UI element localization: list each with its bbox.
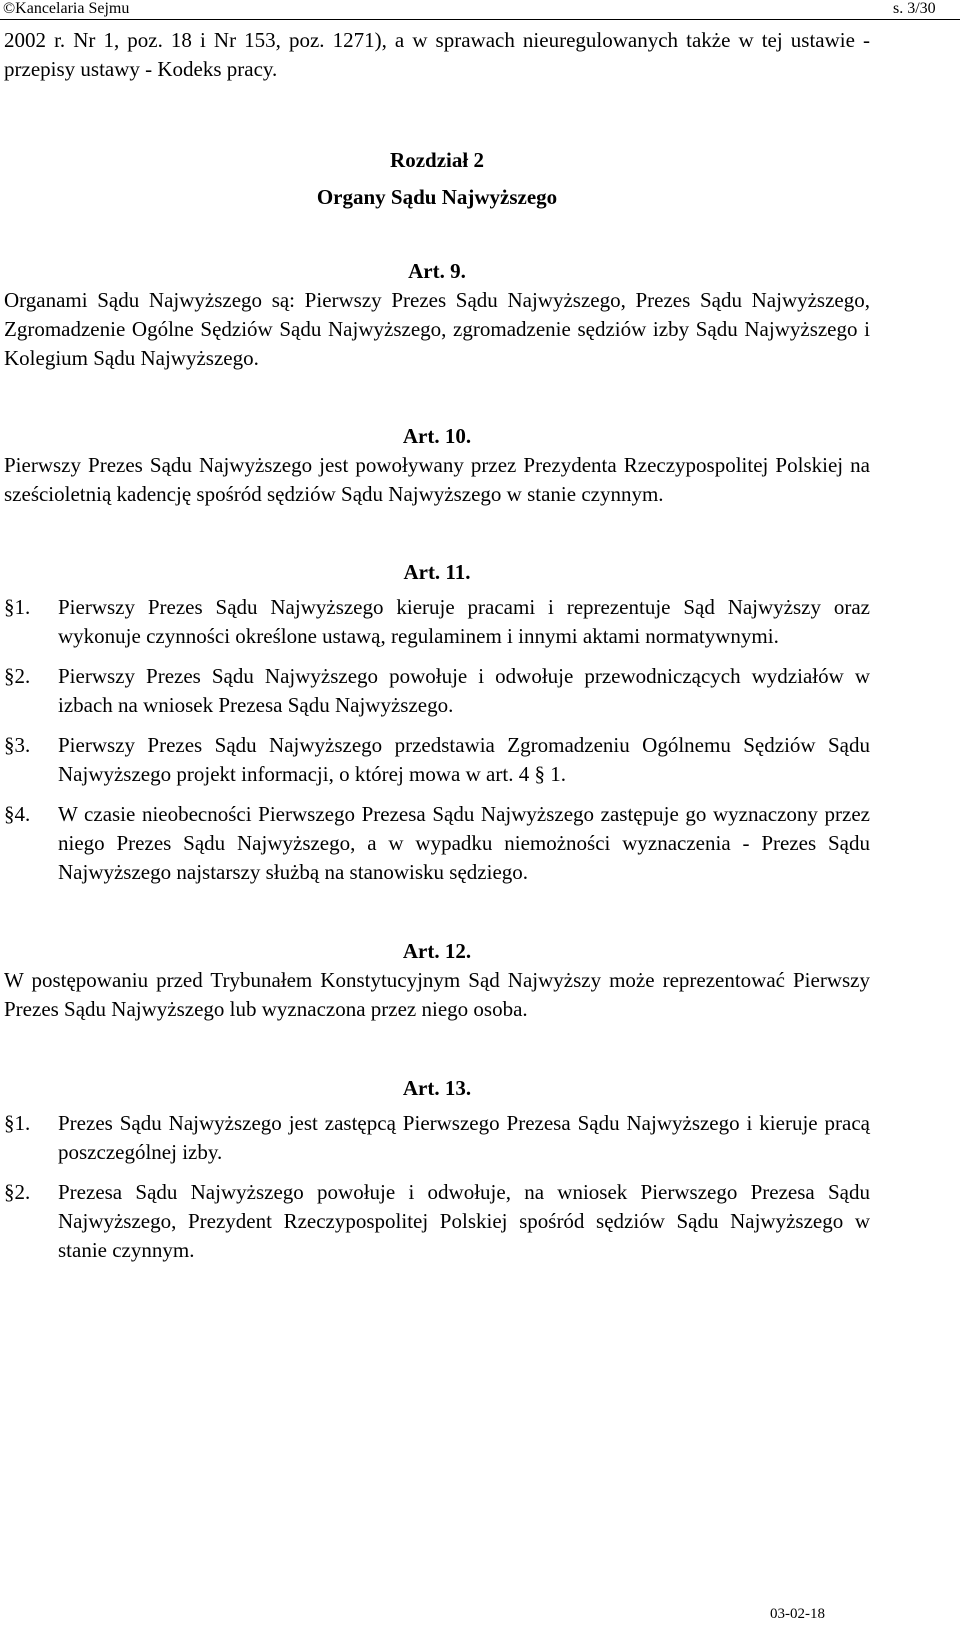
page-header — [0, 0, 960, 20]
paragraph — [4, 1109, 870, 1167]
document-body — [4, 26, 870, 1276]
paragraph-number: §1. — [4, 1111, 31, 1135]
paragraph-number: §3. — [4, 733, 31, 757]
paragraph-text: Pierwszy Prezes Sądu Najwyższego powołuje i odwołuje przewodniczących wydziałów w izbach na wniosek Prezesa Sądu Najwyższego. — [58, 664, 870, 717]
article-9-title: Art. 9. — [408, 259, 466, 283]
paragraph-number: §4. — [4, 802, 31, 826]
paragraph-text: Prezes Sądu Najwyższego jest zastępcą Pierwszego Prezesa Sądu Najwyższego i kieruje pracą poszczególnej izby. — [58, 1111, 870, 1164]
paragraph — [4, 1178, 870, 1265]
article-11-title: Art. 11. — [403, 560, 471, 584]
article-9-text: Organami Sądu Najwyższego są: Pierwszy Prezes Sądu Najwyższego, Prezes Sądu Najwyższego, Zgromadzenie Ogólne Sędziów Sądu Najwyższego, zgromadzenie sędziów izby Sądu Najwyższego i Kolegium Sądu Najwyższego. — [4, 288, 870, 370]
footer-date: 03-02-18 — [770, 1606, 825, 1622]
page-number: s. 3/30 — [893, 0, 936, 17]
paragraph-number: §1. — [4, 595, 31, 619]
article-10-title: Art. 10. — [402, 424, 472, 448]
article-11-paragraphs — [4, 593, 870, 887]
paragraph-text: Pierwszy Prezes Sądu Najwyższego przedstawia Zgromadzeniu Ogólnemu Sędziów Sądu Najwyższego projekt informacji, o której mowa w art. 4 § 1. — [58, 733, 870, 786]
article-13-title: Art. 13. — [402, 1076, 472, 1100]
paragraph-text: Pierwszy Prezes Sądu Najwyższego kieruje pracami i reprezentuje Sąd Najwyższy oraz wykonuje czynności określone ustawą, regulaminem i innymi aktami normatywnymi. — [58, 595, 870, 648]
publisher-label: ©Kancelaria Sejmu — [3, 0, 130, 17]
header-rule — [0, 19, 960, 20]
paragraph-text: Prezesa Sądu Najwyższego powołuje i odwołuje, na wniosek Pierwszego Prezesa Sądu Najwyższego, Prezydent Rzeczypospolitej Polskiej spośród sędziów Sądu Najwyższego w stanie czynnym. — [58, 1180, 870, 1262]
paragraph-number: §2. — [4, 1180, 31, 1204]
article-10-text: Pierwszy Prezes Sądu Najwyższego jest powoływany przez Prezydenta Rzeczypospolitej Polskiej na sześcioletnią kadencję spośród sędziów Sądu Najwyższego w stanie czynnym. — [4, 453, 870, 506]
article-12-title: Art. 12. — [402, 939, 472, 963]
paragraph-number: §2. — [4, 664, 31, 688]
paragraph — [4, 662, 870, 720]
paragraph — [4, 731, 870, 789]
article-13-paragraphs — [4, 1109, 870, 1265]
paragraph-text: W czasie nieobecności Pierwszego Prezesa Sądu Najwyższego zastępuje go wyznaczony przez niego Prezes Sądu Najwyższego, a w wypadku niemożności wyznaczenia - Prezes Sądu Najwyższego najstarszy służbą na stanowisku sędziego. — [58, 802, 870, 884]
intro-text: 2002 r. Nr 1, poz. 18 i Nr 153, poz. 1271), a w sprawach nieuregulowanych także w tej ustawie - przepisy ustawy - Kodeks pracy. — [4, 28, 870, 81]
chapter-title: Organy Sądu Najwyższego — [316, 185, 558, 209]
paragraph — [4, 800, 870, 887]
paragraph — [4, 593, 870, 651]
article-12-text: W postępowaniu przed Trybunałem Konstytucyjnym Sąd Najwyższy może reprezentować Pierwszy Prezes Sądu Najwyższego lub wyznaczona przez niego osoba. — [4, 968, 870, 1021]
chapter-number: Rozdział 2 — [390, 148, 484, 172]
